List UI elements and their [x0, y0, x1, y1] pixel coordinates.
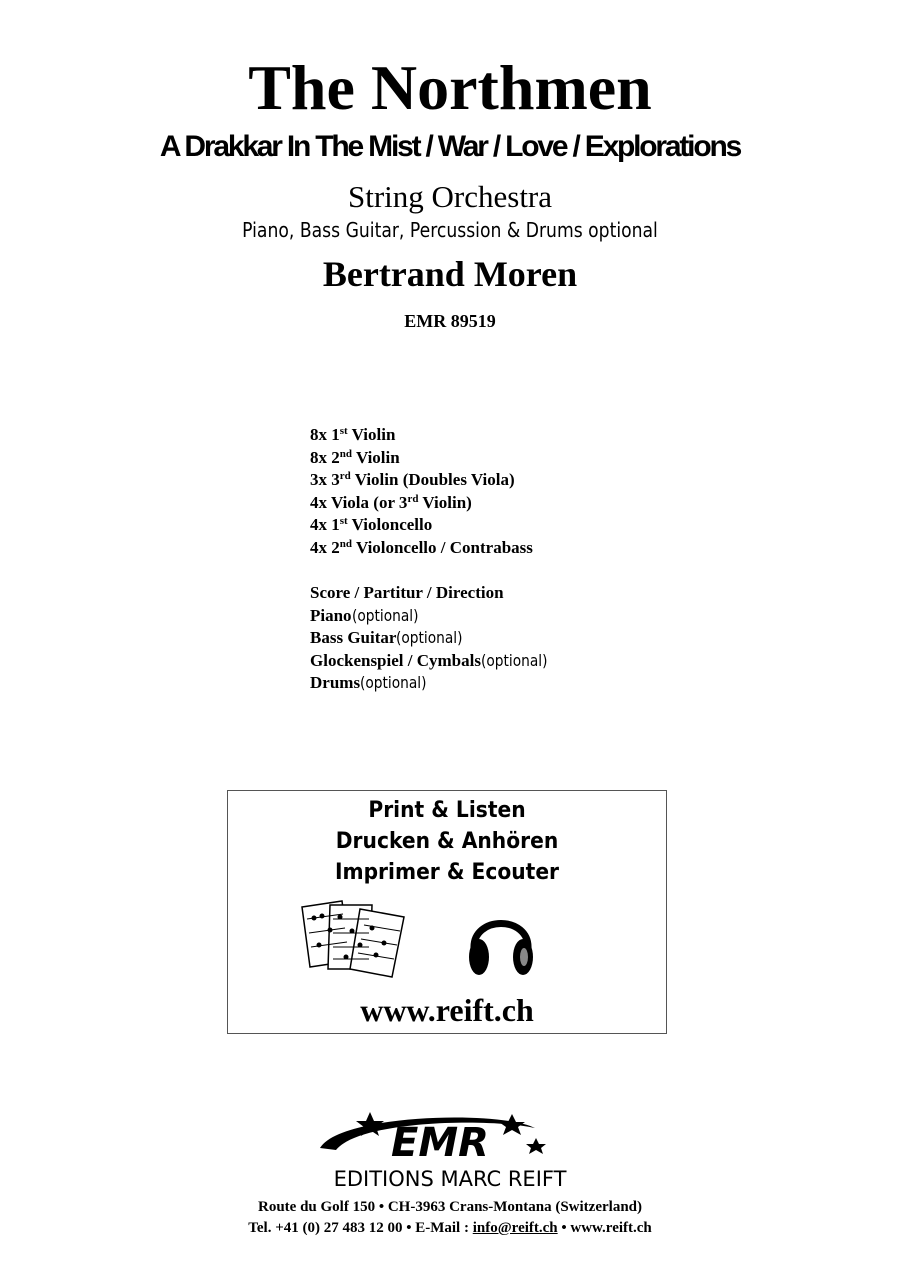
headphones-icon — [466, 901, 536, 981]
publisher-contact — [0, 1217, 900, 1239]
promo-line-de: Drucken & Anhören — [335, 829, 559, 854]
page-title: The Northmen — [248, 52, 652, 123]
part-row: Drums(optional) — [310, 673, 427, 693]
instrument-row: 4x Viola (or 3rd Violin) — [310, 492, 472, 512]
instrument-row: 8x 1st Violin — [310, 425, 396, 444]
instrumentation-list — [310, 424, 730, 560]
instrument-row: 4x 2nd Violoncello / Contrabass — [310, 537, 533, 557]
parts-list — [310, 582, 730, 695]
subtitle: A Drakkar In The Mist / War / Love / Explorations — [159, 130, 741, 163]
part-row: Bass Guitar(optional) — [310, 628, 463, 648]
promo-text — [246, 795, 649, 888]
ensemble: String Orchestra — [347, 179, 553, 214]
instrument-row: 4x 1st Violoncello — [310, 515, 433, 535]
email-link[interactable]: info@reift.ch — [472, 1220, 558, 1236]
optional-instruments: Piano, Bass Guitar, Percussion & Drums optional — [242, 218, 658, 242]
sheet-music-icon — [300, 899, 412, 979]
part-row: Score / Partitur / Direction — [310, 583, 504, 602]
publisher-address: Route du Golf 150 • CH-3963 Crans-Montana (Switzerland) — [258, 1199, 642, 1215]
web-link[interactable]: • www.reift.ch — [557, 1220, 652, 1236]
composer: Bertrand Moren — [322, 254, 578, 294]
part-row: Piano(optional) — [310, 605, 419, 625]
website-url[interactable]: www.reift.ch — [360, 992, 534, 1028]
instrument-row: 8x 2nd Violin — [310, 447, 400, 467]
promo-line-fr: Imprimer & Ecouter — [334, 860, 560, 885]
print-listen-box — [227, 790, 667, 1034]
catalog-number: EMR 89519 — [404, 311, 496, 331]
logo-wordmark: EDITIONS MARC REIFT — [333, 1167, 567, 1190]
instrument-row: 3x 3rd Violin (Doubles Viola) — [310, 470, 515, 490]
promo-line-en: Print & Listen — [368, 798, 526, 823]
logo-text: EMR — [391, 1120, 489, 1166]
telephone: Tel. +41 (0) 27 483 12 00 • E-Mail : — [248, 1220, 473, 1236]
part-row: Glockenspiel / Cymbals(optional) — [310, 650, 548, 670]
emr-logo — [250, 1108, 650, 1190]
